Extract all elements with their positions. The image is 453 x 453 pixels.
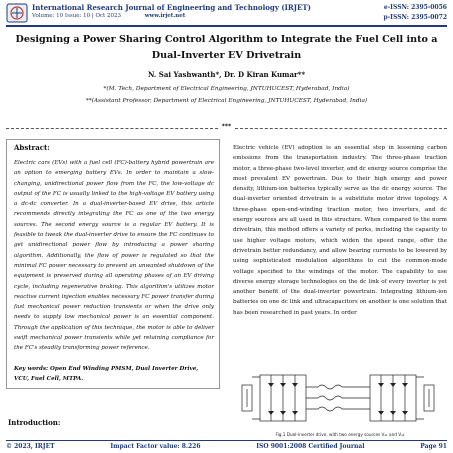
irjet-logo bbox=[6, 3, 28, 23]
paper-authors: N. Sai Yashwanth*, Dr. D Kiran Kumar** bbox=[147, 70, 305, 79]
issn-block bbox=[357, 3, 447, 23]
volume-issue: Volume: 10 Issue: 10 | Oct 2023 bbox=[32, 13, 122, 19]
footer-page-number: Page 91 bbox=[420, 443, 447, 450]
dual-inverter-circuit-figure bbox=[238, 367, 438, 429]
affiliation-1: *(M. Tech, Department of Electrical Engineering, JNTUHUCEST, Hyderabad, India) bbox=[103, 86, 350, 92]
introduction-heading: Introduction: bbox=[8, 418, 61, 427]
footer-impact-factor: Impact Factor value: 8.226 bbox=[110, 443, 201, 450]
header-rule bbox=[6, 25, 447, 27]
abstract-text: Electric cars (EVs) with a fuel cell (FC)-battery hybrid powertrain are an option to emerging battery EVs. In order to maintain a slow-changing, unidirectional power flow from the FC, the low-voltage dc output of the FC is usually linked to the high-voltage EV battery using a dc-dc converter. In a dual-inverter-based EV drive, this article recommends directly integrating the FC as one of the two energy sources. The second energy source is a regular EV battery. It is feasible to tweak the dual-inverter drive to ensure the FC continues to get unidirectional power flow by introducing a power sharing algorithm. Additionally, the flow of power is regulated so that the minimal FC power necessary to prevent an unwanted shutdown of the equipment is preserved during all operating phases of an EV driving cycle, including regenerative braking. This algorithm's utilizes motor reactive current injection enables necessary FC power transfer during fast mechanical power reduction transients or when the drive only needs to supply low mechanical power is an essential component. Through the application of this technique, the motor is able to deliver swift mechanical power transients while yet retaining compliance for the FC's steadily transforming power reference. bbox=[14, 160, 214, 352]
page-footer bbox=[6, 440, 447, 451]
journal-website[interactable]: www.irjet.net bbox=[144, 13, 186, 19]
figure-caption: Fig.1 Dual-inverter drive, with two energy sources Vₐ₁ and Vₐ₂ bbox=[275, 432, 405, 437]
footer-iso: ISO 9001:2008 Certified Journal bbox=[256, 443, 365, 450]
right-column-text: Electric vehicle (EV) adoption is an essential step in lessening carbon emissions from the transportation industry. The three-phase traction motor, a three-phase two-level inverter, and dc energy source comprise the most prevalent EV powertrain. Due to their high energy and power density, lithium-ion batteries typically serve as the dc energy source. The dual-inverter oriented drivetrain is a substitute motor drive topology. A three-phase open-end-winding traction motor, two inverters, and dc energy sources are all used in this structure. When compared to the norm drivetrain, this method offers a variety of perks, including the capacity to use higher voltage motors, which widen the speed range, offer the drivetrain better redundancy, and allow bearing currents to be lowered by using sophisticated modulation algorithms to cut the common-mode voltage specified to the windings of the motor. The capability to use diverse energy storage technologies on the dc link of every inverter is yet another benefit of the dual-inverter powertrain. Integrating lithium-ion batteries on one dc link and ultracapacitors on another is one solution that has been researched in past years. In order bbox=[233, 145, 447, 316]
journal-meta bbox=[32, 13, 332, 19]
keywords: Key words: Open End Winding PMSM, Dual Inverter Drive, VCU, Fuel Cell, MTPA. bbox=[14, 366, 199, 382]
paper-title: Designing a Power Sharing Control Algorithm to Integrate the Fuel Cell into a Dual-Inverter EV Drivetrain bbox=[15, 34, 438, 61]
footer-copyright: © 2023, IRJET bbox=[6, 443, 55, 450]
journal-name: International Research Journal of Engineering and Technology (IRJET) bbox=[32, 3, 311, 12]
journal-header bbox=[6, 3, 447, 25]
eissn: e-ISSN: 2395-0056 bbox=[383, 4, 447, 11]
affiliation-2: **(Assistant Professor, Department of Electrical Engineering, JNTUHUCEST, Hyderabad, India) bbox=[85, 98, 368, 104]
separator-stars: *** bbox=[221, 123, 232, 130]
abstract-heading: Abstract: bbox=[14, 143, 50, 152]
pissn: p-ISSN: 2395-0072 bbox=[383, 14, 447, 21]
